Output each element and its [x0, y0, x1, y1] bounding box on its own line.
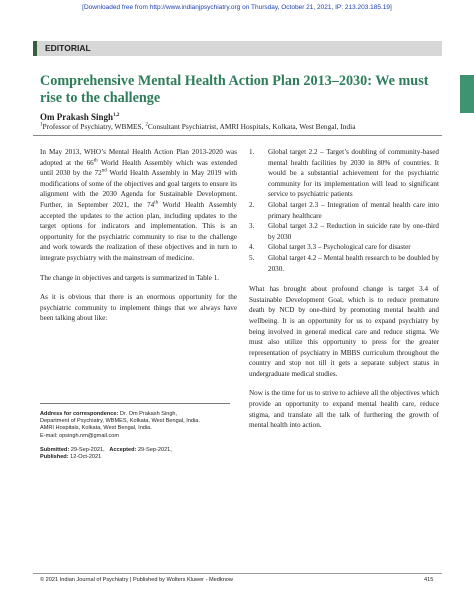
correspondence-email[interactable]: E-mail: opsingh.nm@gmail.com	[40, 432, 120, 439]
list-item	[249, 221, 439, 242]
correspondence-line-2: Department of Psychiatry, WBMES, Kolkata, West Bengal, India.	[40, 418, 200, 425]
author-line	[40, 112, 119, 122]
text-run: World Health Assembly in May 2019 with modifications of some of the objectives and goal targets to ensure its alignment with the 2030 Agenda for Sustainable Development. Further, in September 2021, the 74	[40, 169, 237, 209]
footer-copyright: © 2021 Indian Journal of Psychiatry | Published by Wolters Kluwer - Medknow	[40, 577, 233, 583]
side-tab-marker	[460, 75, 474, 113]
right-paragraph-2: Now is the time for us to strive to achieve all the objectives which provide an opportunity to expand mental health care, reduce stigma, and translate all the talk of furthering the growth of mental health into action.	[249, 389, 439, 430]
ordinal-sup: th	[93, 158, 98, 164]
correspondence-label: Address for correspondence:	[40, 411, 119, 417]
published-date: 12-Oct-2021	[68, 454, 102, 461]
text-run: In May 2013, WHO’s Mental Health Action Plan 2013-2020 was adopted at the 66	[40, 148, 237, 167]
list-item	[249, 147, 439, 200]
list-number: 4.	[249, 243, 255, 252]
list-text: Global target 4.2 – Mental health research to be doubled by 2030.	[268, 253, 439, 273]
correspondence-line-1: Dr. Om Prakash Singh,	[118, 411, 178, 417]
ordinal-sup: nd	[101, 168, 107, 174]
text-run: World Health Assembly accepted the updates to the action plan, including updates to the target options for indicators and implementation. This is an opportunity for the psychiatric community to rise to the challenge and work towards the realization of these objectives and in turn to integrate psychiatry with the mainstream of medicine.	[40, 200, 237, 262]
section-header	[33, 41, 442, 56]
article-dates	[40, 447, 230, 461]
list-text: Global target 2.3 – Integration of mental health care into primary healthcare	[268, 200, 439, 220]
list-text: Global target 3.3 – Psychological care for disaster	[268, 243, 411, 252]
list-text: Global target 2.2 – Target’s doubling of community-based mental health facilities by 2030 in 80% of countries. It would be a substantial achievement for the psychiatric community for its implementation will lead to significant service to psychiatric patients	[268, 148, 439, 199]
accepted-label: Accepted:	[109, 446, 137, 453]
article-title: Comprehensive Mental Health Action Plan 2013–2030: We must rise to the challenge	[40, 73, 429, 106]
footer-divider	[33, 573, 442, 574]
list-item	[249, 242, 439, 253]
submitted-label: Submitted:	[40, 446, 70, 453]
list-text: Global target 3.2 – Reduction in suicide rate by one-third by 2030	[268, 222, 439, 241]
left-paragraph-3: As it is obvious that there is an enormous opportunity for the psychiatric community to implement things that we always have been talking about like:	[40, 293, 237, 323]
list-item	[249, 200, 439, 221]
author-sup: 1,2	[113, 113, 120, 118]
section-accent	[33, 41, 37, 56]
affiliation	[40, 122, 356, 131]
right-paragraph-1: What has brought about profound change is target 3.4 of Sustainable Development Goal, which is to reduce premature death by NCD by one-third by promoting mental health and wellbeing. It is an opportunity for us to expand psychiatry by being involved in general medical care and reduce stigma. We must also utilize this opportunity to press for the greater representation of psychiatry in MBBS curriculum throughout the country and stop not till it gets a separate subject status in undergraduate medical studies.	[249, 285, 439, 378]
text-run: World Health Assembly which was extended until 2030 by the 72	[40, 158, 237, 178]
section-label: EDITORIAL	[45, 43, 91, 53]
correspondence-address	[40, 411, 230, 440]
list-number: 2.	[249, 200, 255, 209]
submitted-date: 29-Sep-2021,	[69, 446, 105, 453]
list-item	[249, 253, 439, 274]
left-paragraph-1	[40, 147, 237, 264]
right-column	[249, 147, 439, 440]
author-name: Om Prakash Singh	[40, 112, 114, 122]
list-number: 3.	[249, 222, 255, 231]
affiliation-text-2: Consultant Psychiatrist, AMRI Hospitals, Kolkata, West Bengal, India	[147, 122, 356, 131]
affiliation-text-1: Professor of Psychiatry, WBMES,	[42, 122, 146, 131]
page-number: 415	[424, 577, 434, 583]
left-paragraph-2: The change in objectives and targets is summarized in Table 1.	[40, 273, 220, 282]
published-label: Published:	[40, 454, 69, 461]
list-number: 5.	[249, 253, 255, 262]
correspondence-line-3: AMRI Hospitals, Kolkata, West Bengal, India.	[40, 425, 152, 432]
correspondence-box	[40, 403, 230, 461]
affiliation-sup-1: 1	[40, 122, 43, 128]
affiliation-sup-2: 2	[145, 122, 148, 128]
accepted-date: 29-Sep-2021,	[136, 446, 172, 453]
global-targets-list	[249, 147, 439, 274]
list-number: 1.	[249, 148, 255, 156]
left-column	[40, 147, 237, 333]
download-banner: [Downloaded free from http://www.indianjpsychiatry.org on Thursday, October 21, 2021, IP: 213.203.185.19]	[82, 4, 392, 11]
header-divider	[33, 135, 442, 136]
ordinal-sup: th	[154, 200, 159, 206]
